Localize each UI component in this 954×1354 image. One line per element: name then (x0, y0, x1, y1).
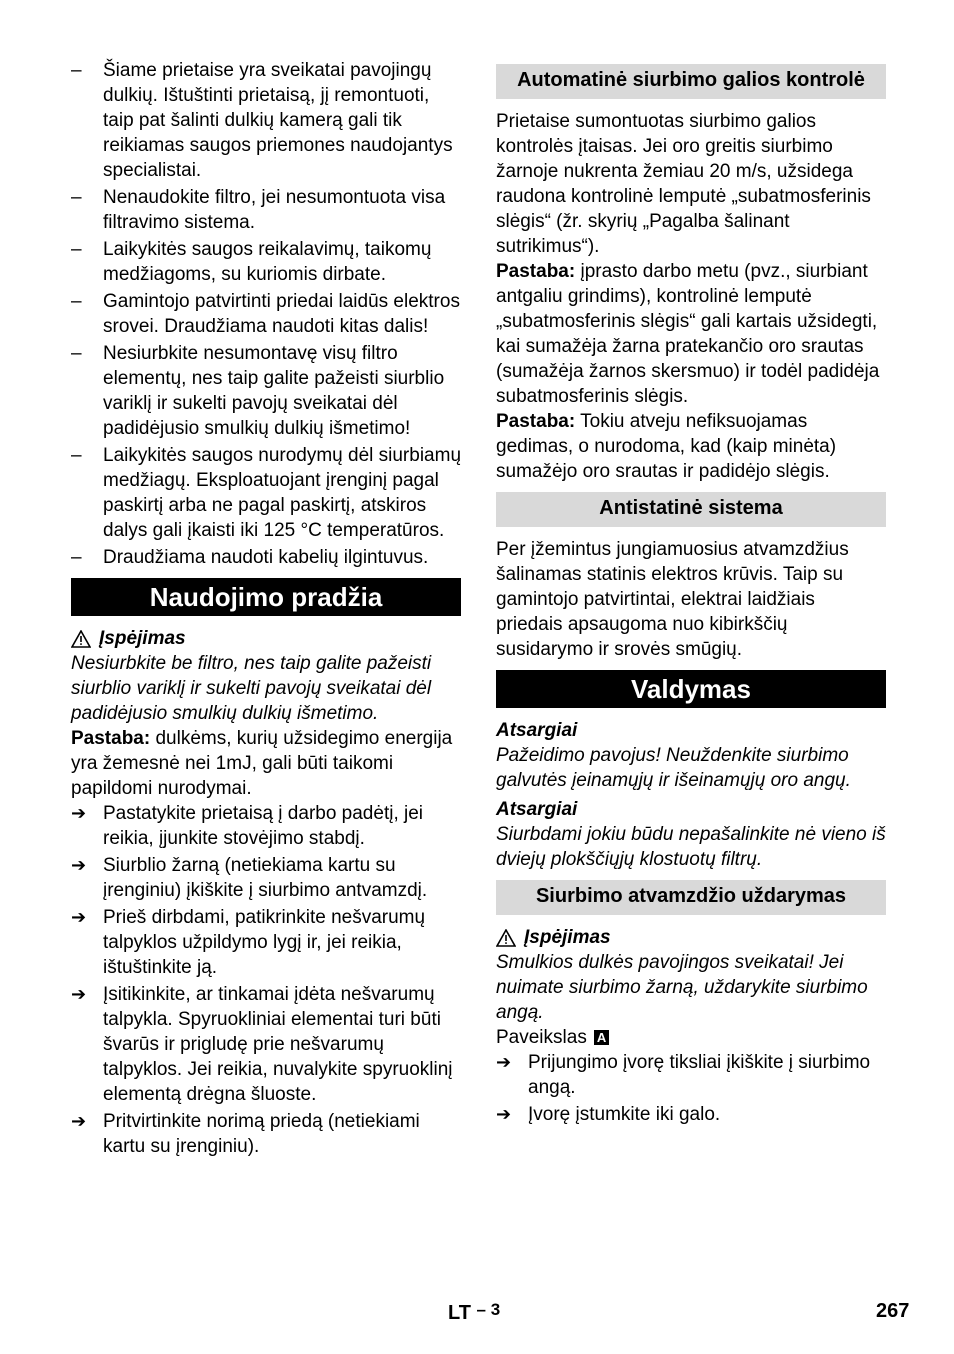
warning-triangle-icon (71, 630, 91, 648)
list-item: – Nenaudokite filtro, jei nesumontuota visa filtravimo sistema. (71, 185, 461, 235)
list-item: ➔ Prieš dirbdami, patikrinkite nešvarumų talpyklos užpildymo lygį ir, jei reikia, ištuštinkite ją. (71, 907, 426, 978)
list-item: ➔ Siurblio žarną (netiekiama kartu su įrenginiu) įkiškite į siurbimo antvamzdį. (71, 855, 428, 901)
list-item: ➔ Įvorę įstumkite iki galo. (496, 1104, 721, 1125)
note-text: Tokiu atveju nefiksuojamas gedimas, o nurodoma, kad (kaip minėta) sumažėjo oro srautas ir padidėjo slėgis. (496, 411, 837, 482)
note-label: Pastaba: (71, 728, 151, 749)
warning-text: Smulkios dulkės pavojingos sveikatai! Jei nuimate siurbimo žarną, uždarykite siurbimo angą. (496, 952, 868, 1023)
arrow-right-icon: ➔ (496, 1052, 512, 1072)
arrow-right-icon: ➔ (71, 984, 87, 1004)
section-title-auto-control: Automatinė siurbimo galios kontrolė (496, 64, 886, 99)
note-text: įprasto darbo metu (pvz., siurbiant antgaliu grindims), kontrolinė lemputė „subatmosferinis slėgis“ gali kartais užsidegti, kai sumažėja žarna pratekančio oro srautas (sumažėja žarnos skersmuo) ir todėl padidėja subatmosferinis slėgis. (496, 261, 880, 407)
note (71, 726, 461, 801)
dash-bullet (71, 58, 103, 83)
footer-section (448, 1297, 500, 1326)
dash-bullet (71, 545, 103, 570)
caution-label: Atsargiai (496, 720, 578, 741)
warning-triangle-icon (496, 929, 516, 947)
dash-bullet (71, 341, 103, 366)
footer-section-page: – 3 (476, 1300, 501, 1319)
footer-lang: LT (448, 1302, 471, 1324)
figure-label: Paveikslas (496, 1027, 587, 1048)
list-item: – Gamintojo patvirtinti priedai laidūs elektros srovei. Draudžiama naudoti kitas dalis! (71, 289, 461, 339)
page-number: 267 (876, 1300, 910, 1322)
warning-text: Nesiurbkite be filtro, nes taip galite pažeisti siurblio variklį ir sukelti pavojų sveikatai dėl padidėjusio smulkių dulkių išmetimo. (71, 653, 432, 724)
list-item: – Draudžiama naudoti kabelių ilgintuvus. (71, 545, 461, 570)
section-title-control: Valdymas (496, 670, 886, 708)
arrow-right-icon: ➔ (71, 855, 87, 875)
antistatic-text: Per įžemintus jungiamuosius atvamzdžius šalinamas statinis elektros krūvis. Taip su gamintojo patvirtintai, elektrai laidžiais priedais apsaugoma nuo kibirkščių susidarymo ir srovės smūgių. (496, 539, 849, 660)
note-label: Pastaba: (496, 261, 576, 282)
warning-label: Įspėjimas (99, 628, 186, 649)
list-item: ➔ Pritvirtinkite norimą priedą (netiekiami kartu su įrenginiu). (71, 1111, 420, 1157)
section-title-closing: Siurbimo atvamzdžio uždarymas (496, 880, 886, 915)
dash-bullet (71, 443, 103, 468)
list-item: – Nesiurbkite nesumontavę visų filtro elementų, nes taip galite pažeisti siurblio variklį ir sukelti pavojų sveikatai dėl padidėjusio smulkių dulkių išmetimo! (71, 341, 461, 441)
arrow-right-icon: ➔ (71, 803, 87, 823)
auto-control-text: Prietaise sumontuotas siurbimo galios kontrolės įtaisas. Jei oro greitis siurbimo žarnoje nukrenta žemiau 20 m/s, užsidega raudona kontrolinė lemputė „subatmosferinis slėgis“ (žr. skyrių „Pagalba šalinant sutrikimus“). (496, 111, 871, 257)
left-column (71, 58, 461, 1161)
figure-badge: A (594, 1030, 609, 1045)
dash-bullet (71, 289, 103, 314)
list-item: – Laikykitės saugos reikalavimų, taikomų medžiagoms, su kuriomis dirbate. (71, 237, 461, 287)
warning-label: Įspėjimas (524, 927, 611, 948)
warning-heading (71, 626, 461, 651)
figure-reference (496, 1025, 886, 1050)
note (496, 409, 886, 484)
arrow-right-icon: ➔ (71, 1111, 87, 1131)
list-item: ➔ Prijungimo įvorę tiksliai įkiškite į siurbimo angą. (496, 1052, 871, 1098)
list-item: ➔ Įsitikinkite, ar tinkamai įdėta nešvarumų talpykla. Spyruokliniai elementai turi būti švarūs ir prigludę prie nešvarumų talpyklos. Jei reikia, nuvalykite spyruoklinį elementą drėgna šluoste. (71, 984, 453, 1105)
caution-text: Siurbdami jokiu būdu nepašalinkite nė vieno iš dviejų plokščiųjų klostuotų filtrų. (496, 824, 886, 870)
steps-list (496, 1050, 886, 1127)
list-item: – Laikykitės saugos nurodymų dėl siurbiamų medžiagų. Eksploatuojant įrenginį pagal paskirtį arba ne pagal paskirtį, atskiros dalys gali įkaisti iki 125 °C temperatūros. (71, 443, 461, 543)
warning-heading (496, 925, 886, 950)
note (496, 259, 886, 409)
caution-label: Atsargiai (496, 799, 578, 820)
section-title-start: Naudojimo pradžia (71, 578, 461, 616)
dash-bullet (71, 185, 103, 210)
list-item: – Šiame prietaise yra sveikatai pavojingų dulkių. Ištuštinti prietaisą, jį remontuoti, taip pat šalinti dulkių kamerą gali tik reikiamas saugos priemones naudojantys specialistai. (71, 58, 461, 183)
safety-list (71, 58, 461, 570)
arrow-right-icon: ➔ (71, 907, 87, 927)
note-label: Pastaba: (496, 411, 576, 432)
list-item: ➔ Pastatykite prietaisą į darbo padėtį, jei reikia, įjunkite stovėjimo stabdį. (71, 803, 424, 849)
arrow-right-icon: ➔ (496, 1104, 512, 1124)
steps-list (71, 801, 461, 1159)
dash-bullet (71, 237, 103, 262)
note-text: dulkėms, kurių užsidegimo energija yra žemesnė nei 1mJ, gali būti taikomi papildomi nurodymai. (71, 728, 453, 799)
caution-text: Pažeidimo pavojus! Neuždenkite siurbimo galvutės įeinamųjų ir išeinamųjų oro angų. (496, 745, 851, 791)
section-title-antistatic: Antistatinė sistema (496, 492, 886, 527)
right-column (496, 64, 886, 1129)
